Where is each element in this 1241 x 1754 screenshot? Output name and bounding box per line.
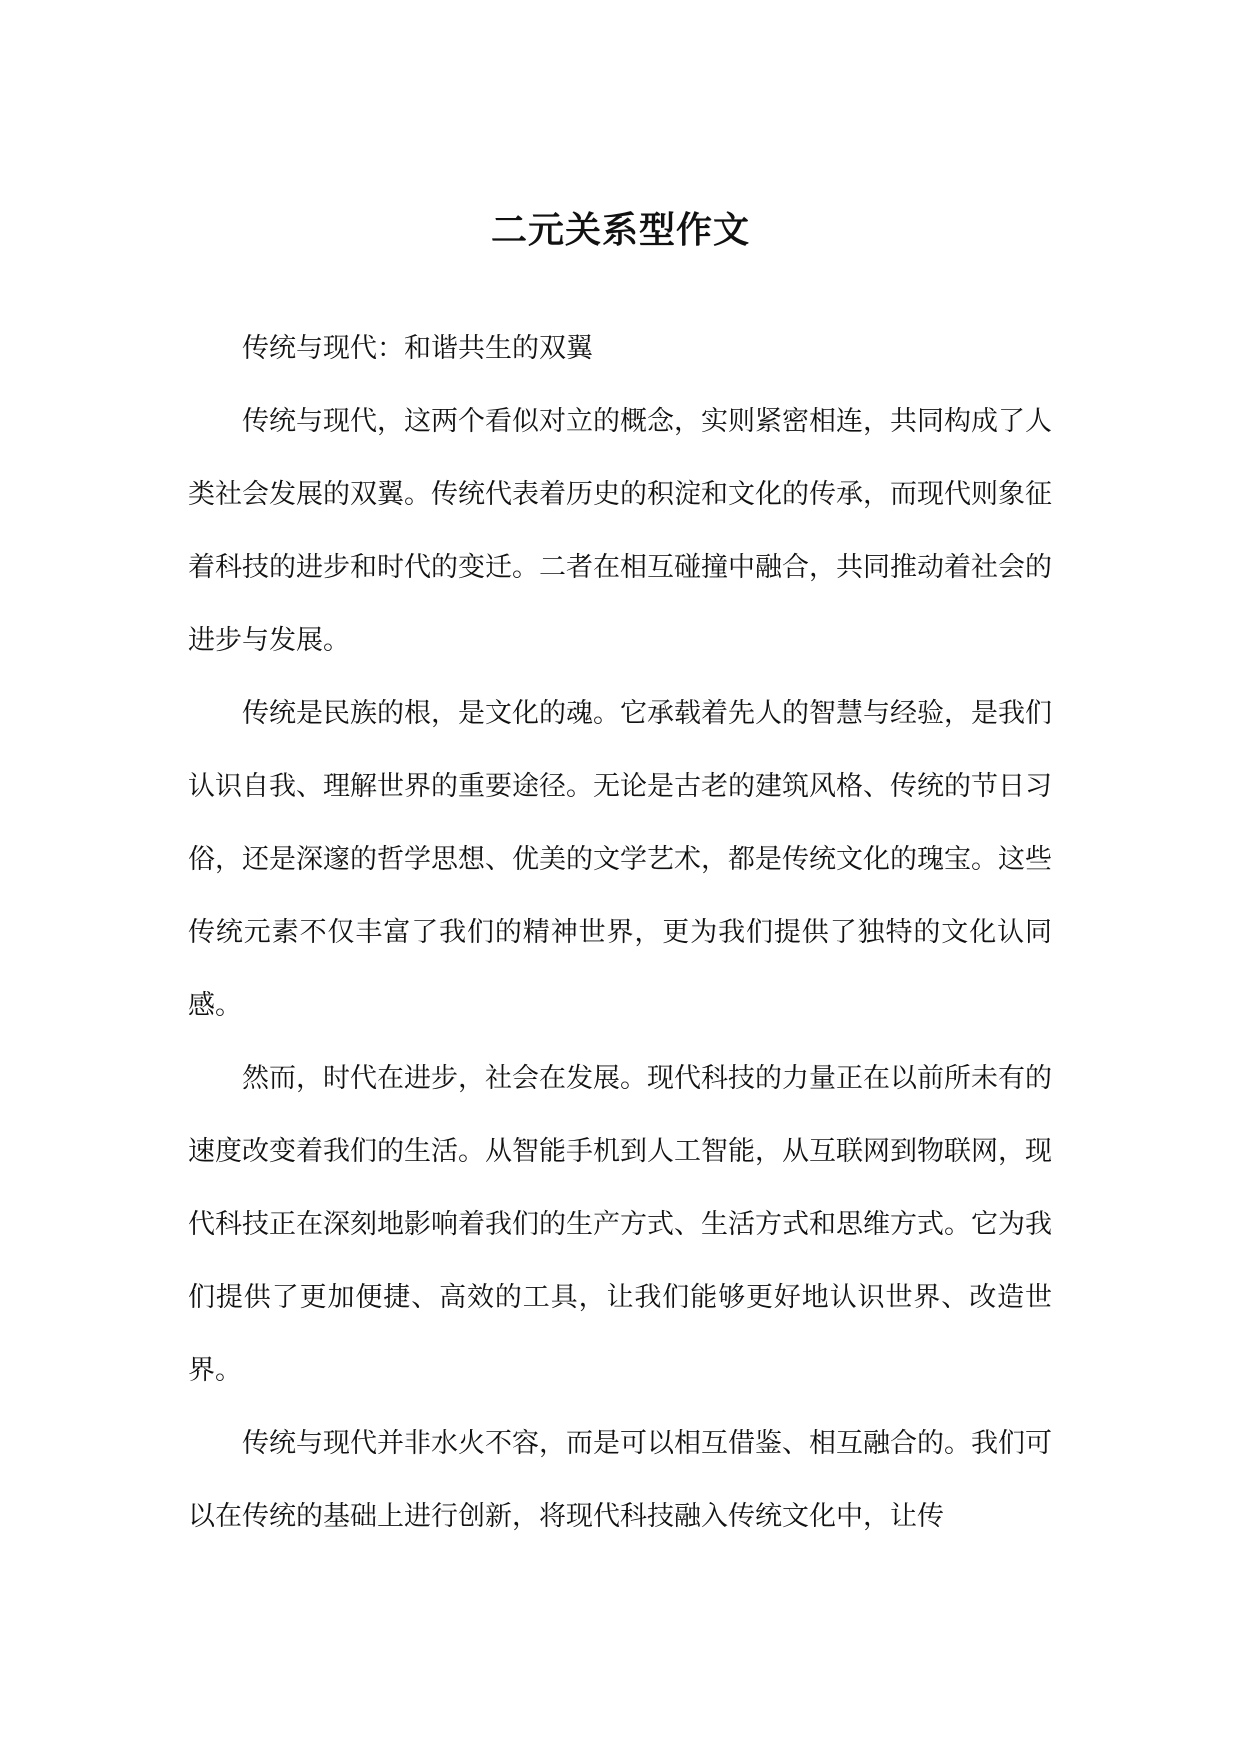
document-title: 二元关系型作文 bbox=[490, 209, 750, 252]
paragraph-fusion: 传统与现代并非水火不容，而是可以相互借鉴、相互融合的。我们可以在传统的基础上进行创新，将现代科技融入传统文化中，让传 bbox=[188, 1428, 1052, 1532]
paragraph-intro: 传统与现代，这两个看似对立的概念，实则紧密相连，共同构成了人类社会发展的双翼。传统代表着历史的积淀和文化的传承，而现代则象征着科技的进步和时代的变迁。二者在相互碰撞中融合，共同推动着社会的进步与发展。 bbox=[188, 406, 1052, 656]
paragraph-modern: 然而，时代在进步，社会在发展。现代科技的力量正在以前所未有的速度改变着我们的生活。从智能手机到人工智能，从互联网到物联网，现代科技正在深刻地影响着我们的生产方式、生活方式和思维方式。它为我们提供了更加便捷、高效的工具，让我们能够更好地认识世界、改造世界。 bbox=[188, 1063, 1052, 1386]
document-body bbox=[188, 312, 1052, 1553]
paragraph-tradition: 传统是民族的根，是文化的魂。它承载着先人的智慧与经验，是我们认识自我、理解世界的重要途径。无论是古老的建筑风格、传统的节日习俗，还是深邃的哲学思想、优美的文学艺术，都是传统文化的瑰宝。这些传统元素不仅丰富了我们的精神世界，更为我们提供了独特的文化认同感。 bbox=[188, 698, 1052, 1021]
essay-subtitle: 传统与现代：和谐共生的双翼 bbox=[242, 333, 593, 364]
